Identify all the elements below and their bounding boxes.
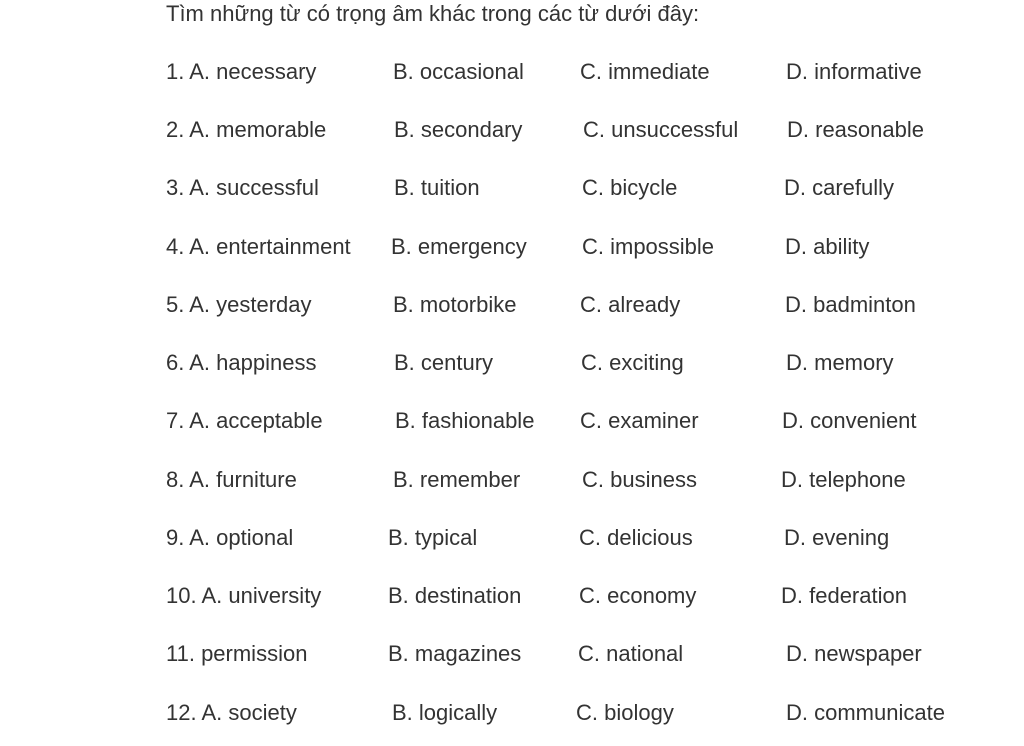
question-8-option-b: B. remember	[393, 467, 521, 492]
question-9-option-a: 9. A. optional	[166, 525, 294, 550]
question-9-option-c: C. delicious	[579, 525, 693, 550]
question-12-option-a: 12. A. society	[166, 700, 297, 725]
question-row-4	[0, 232, 1024, 262]
question-5-option-c: C. already	[580, 292, 681, 317]
question-4-option-b: B. emergency	[391, 234, 527, 259]
question-6-option-a: 6. A. happiness	[166, 350, 317, 375]
question-3-option-b: B. tuition	[394, 175, 480, 200]
question-row-2	[0, 115, 1024, 145]
question-11-option-a: 11. permission	[166, 641, 308, 666]
question-12-option-d: D. communicate	[786, 700, 945, 725]
question-5-option-d: D. badminton	[785, 292, 916, 317]
question-5-option-b: B. motorbike	[393, 292, 517, 317]
question-8-option-c: C. business	[582, 467, 697, 492]
question-9-option-b: B. typical	[388, 525, 478, 550]
question-row-12	[0, 698, 1024, 728]
question-7-option-b: B. fashionable	[395, 408, 535, 433]
question-12-option-c: C. biology	[576, 700, 674, 725]
question-row-10	[0, 581, 1024, 611]
question-row-5	[0, 290, 1024, 320]
question-8-option-a: 8. A. furniture	[166, 467, 297, 492]
question-7-option-a: 7. A. acceptable	[166, 408, 323, 433]
question-row-1	[0, 57, 1024, 87]
question-2-option-d: D. reasonable	[787, 117, 924, 142]
question-6-option-c: C. exciting	[581, 350, 684, 375]
question-1-option-d: D. informative	[786, 59, 922, 84]
question-2-option-a: 2. A. memorable	[166, 117, 327, 142]
question-row-3	[0, 173, 1024, 203]
question-10-option-d: D. federation	[781, 583, 907, 608]
question-5-option-a: 5. A. yesterday	[166, 292, 312, 317]
question-row-8	[0, 465, 1024, 495]
question-10-option-a: 10. A. university	[166, 583, 322, 608]
question-4-option-d: D. ability	[785, 234, 870, 259]
question-3-option-d: D. carefully	[784, 175, 895, 200]
question-3-option-c: C. bicycle	[582, 175, 678, 200]
instruction-text: Tìm những từ có trọng âm khác trong các từ dưới đây:	[166, 1, 700, 26]
question-11-option-c: C. national	[578, 641, 684, 666]
question-10-option-c: C. economy	[579, 583, 697, 608]
question-3-option-a: 3. A. successful	[166, 175, 319, 200]
question-6-option-b: B. century	[394, 350, 494, 375]
question-7-option-d: D. convenient	[782, 408, 917, 433]
question-1-option-a: 1. A. necessary	[166, 59, 317, 84]
question-2-option-c: C. unsuccessful	[583, 117, 739, 142]
question-row-6	[0, 348, 1024, 378]
question-10-option-b: B. destination	[388, 583, 522, 608]
question-1-option-b: B. occasional	[393, 59, 524, 84]
question-11-option-d: D. newspaper	[786, 641, 922, 666]
question-1-option-c: C. immediate	[580, 59, 710, 84]
question-row-9	[0, 523, 1024, 553]
question-row-11	[0, 639, 1024, 669]
question-4-option-a: 4. A. entertainment	[166, 234, 351, 259]
question-9-option-d: D. evening	[784, 525, 890, 550]
question-2-option-b: B. secondary	[394, 117, 523, 142]
question-12-option-b: B. logically	[392, 700, 498, 725]
question-7-option-c: C. examiner	[580, 408, 699, 433]
question-6-option-d: D. memory	[786, 350, 894, 375]
question-4-option-c: C. impossible	[582, 234, 715, 259]
question-row-7	[0, 406, 1024, 436]
question-8-option-d: D. telephone	[781, 467, 906, 492]
question-11-option-b: B. magazines	[388, 641, 522, 666]
